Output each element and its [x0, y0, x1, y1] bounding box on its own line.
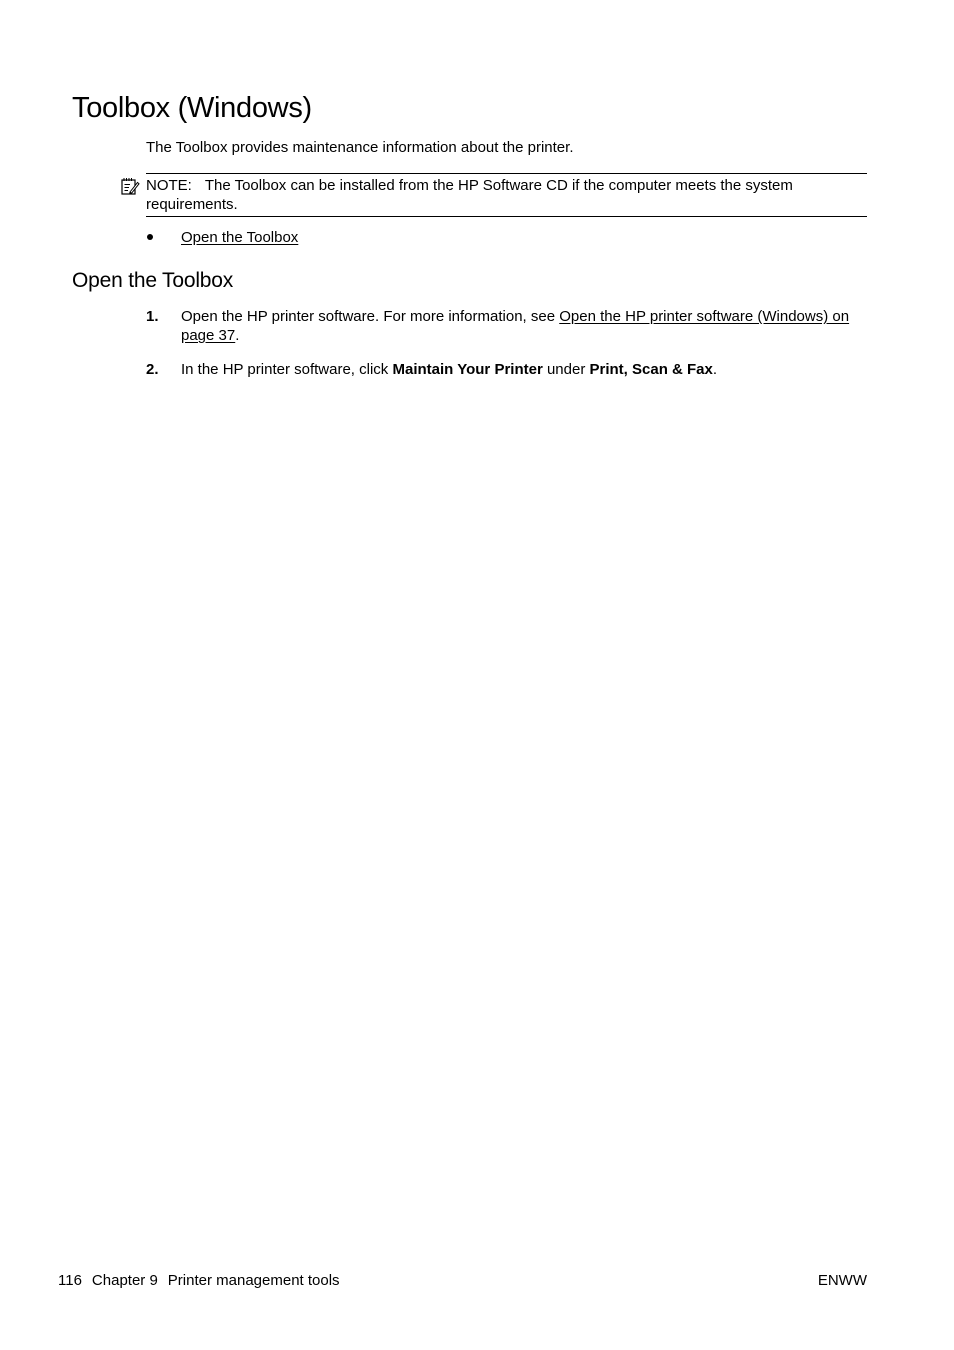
page-title: Toolbox (Windows)	[72, 92, 312, 124]
footer-left	[58, 1271, 340, 1290]
step-text-mid: under	[542, 361, 590, 378]
step-text: Open the HP printer software. For more information, see	[181, 308, 560, 325]
link-open-the-toolbox[interactable]: Open the Toolbox	[181, 229, 299, 246]
page-number: 116	[58, 1272, 82, 1289]
bullet-icon	[147, 234, 153, 240]
step-text-end: .	[235, 327, 240, 344]
list-item	[146, 228, 298, 247]
step-number: 2.	[146, 361, 159, 378]
chapter-title: Printer management tools	[167, 1272, 340, 1289]
intro-paragraph: The Toolbox provides maintenance information about the printer.	[146, 139, 574, 156]
chapter-label: Chapter 9	[91, 1272, 158, 1289]
note-icon	[120, 176, 140, 196]
ui-term-print-scan-fax: Print, Scan & Fax	[589, 361, 713, 378]
step-text: In the HP printer software, click	[181, 361, 393, 378]
step-item	[146, 307, 867, 345]
link-open-hp-printer-software[interactable]: Open the HP printer software (Windows) on page 37	[181, 308, 850, 344]
note-text: The Toolbox can be installed from the HP Software CD if the computer meets the system requirements.	[146, 177, 793, 213]
step-number: 1.	[146, 308, 159, 325]
topic-link-list	[146, 228, 298, 247]
section-title: Open the Toolbox	[72, 269, 234, 292]
note-label: NOTE:	[146, 177, 192, 194]
note-box	[146, 173, 867, 217]
step-text-end: .	[712, 361, 718, 378]
ui-term-maintain-your-printer: Maintain Your Printer	[392, 361, 543, 378]
step-item	[146, 360, 867, 379]
footer-locale: ENWW	[817, 1272, 867, 1289]
steps-list	[146, 307, 867, 379]
